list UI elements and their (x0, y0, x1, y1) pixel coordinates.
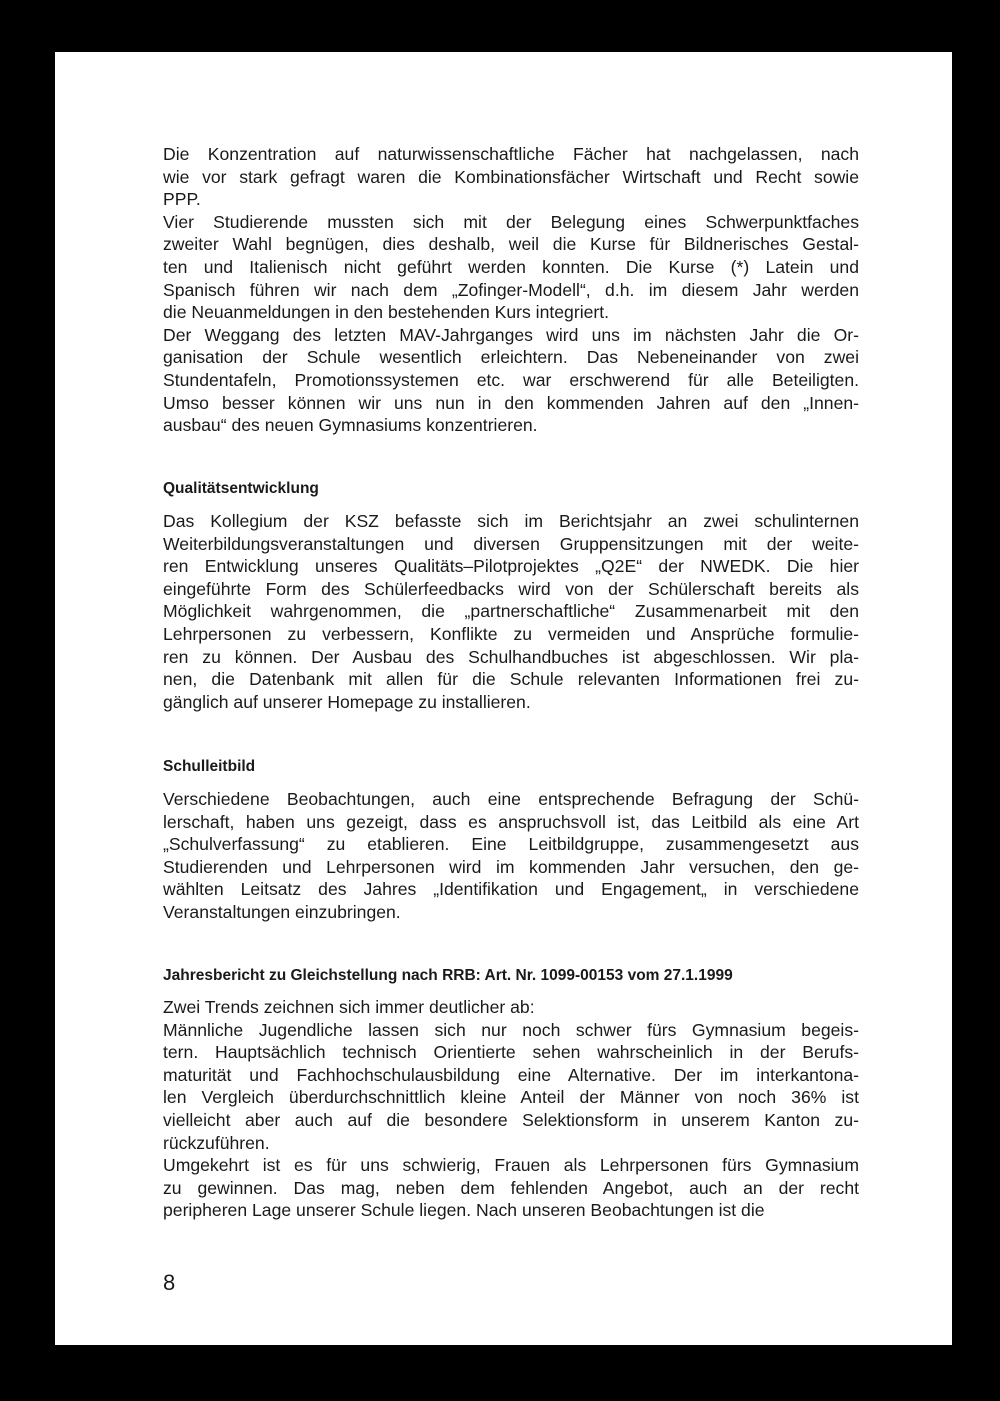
heading-gleichstellung: Jahresbericht zu Gleichstellung nach RRB: Art. Nr. 1099-00153 vom 27.1.1999 (163, 967, 733, 984)
text-line: Umgekehrt ist es für uns schwierig, Frauen als Lehrpersonen fürs Gymnasium (163, 1155, 859, 1176)
paragraph-gleichstellung (163, 996, 859, 1222)
text-line: gänglich auf unserer Homepage zu installieren. (163, 691, 531, 712)
text-line: Veranstaltungen einzubringen. (163, 901, 401, 922)
text-line: Vier Studierende mussten sich mit der Belegung eines Schwerpunktfaches (163, 211, 859, 232)
text-line: Lehrpersonen zu verbessern, Konflikte zu vermeiden und Ansprüche formulie- (163, 623, 859, 644)
text-line: ren Entwicklung unseres Qualitäts–Pilotprojektes „Q2E“ der NWEDK. Die hier (163, 556, 859, 577)
text-line: Der Weggang des letzten MAV-Jahrganges wird uns im nächsten Jahr die Or- (163, 324, 859, 345)
text-line: „Schulverfassung“ zu etablieren. Eine Leitbildgruppe, zusammengesetzt aus (163, 834, 859, 855)
text-line: wie vor stark gefragt waren die Kombinationsfächer Wirtschaft und Recht sowie (163, 166, 859, 187)
text-line: Stundentafeln, Promotionssystemen etc. war erschwerend für alle Beteiligten. (163, 369, 859, 390)
text-line: wählten Leitsatz des Jahres „Identifikation und Engagement„ in verschiedene (163, 879, 859, 900)
text-line: len Vergleich überdurchschnittlich kleine Anteil der Männer von noch 36% ist (163, 1087, 859, 1108)
text-line: zu gewinnen. Das mag, neben dem fehlenden Angebot, auch an der recht (163, 1177, 859, 1198)
text-line: ausbau“ des neuen Gymnasiums konzentrieren. (163, 415, 538, 436)
text-line: Das Kollegium der KSZ befasste sich im Berichtsjahr an zwei schulinternen (163, 511, 859, 531)
text-line: Studierenden und Lehrpersonen wird im kommenden Jahr versuchen, den ge- (163, 856, 859, 877)
text-line: lerschaft, haben uns gezeigt, dass es anspruchsvoll ist, das Leitbild als eine Art (163, 811, 859, 832)
text-line: peripheren Lage unserer Schule liegen. Nach unseren Beobachtungen ist die (163, 1200, 765, 1221)
text-line: die Neuanmeldungen in den bestehenden Kurs integriert. (163, 302, 610, 323)
text-line: Weiterbildungsveranstaltungen und diversen Gruppensitzungen mit der weite- (163, 533, 859, 554)
text-line: nen, die Datenbank mit allen für die Schule relevanten Informationen frei zu- (163, 669, 859, 690)
heading-schulleitbild: Schulleitbild (163, 758, 256, 775)
paragraph-quality (163, 510, 859, 713)
text-line: ren zu können. Der Ausbau des Schulhandbuches ist abgeschlossen. Wir pla- (163, 646, 859, 667)
text-line: Möglichkeit wahrgenommen, die „partnerschaftliche“ Zusammenarbeit mit den (163, 601, 859, 622)
text-line: zweiter Wahl begnügen, dies deshalb, weil die Kurse für Bildnerisches Gestal- (163, 234, 859, 255)
text-line: rückzuführen. (163, 1132, 270, 1153)
text-line: tern. Hauptsächlich technisch Orientierte sehen wahrscheinlich in der Berufs- (163, 1042, 859, 1063)
text-line: Umso besser können wir uns nun in den kommenden Jahren auf den „Innen- (163, 392, 859, 413)
page-number: 8 (163, 1270, 176, 1295)
paragraph-subject-choices (163, 143, 859, 437)
text-line: Zwei Trends zeichnen sich immer deutlicher ab: (163, 997, 535, 1017)
text-line: Die Konzentration auf naturwissenschaftliche Fächer hat nachgelassen, nach (163, 144, 859, 164)
text-line: PPP. (163, 189, 201, 210)
text-line: Verschiedene Beobachtungen, auch eine entsprechende Befragung der Schü- (163, 789, 859, 809)
text-line: ganisation der Schule wesentlich erleichtern. Das Nebeneinander von zwei (163, 347, 859, 368)
text-line: ten und Italienisch nicht geführt werden konnten. Die Kurse (*) Latein und (163, 256, 859, 277)
text-line: Spanisch führen wir nach dem „Zofinger-Modell“, d.h. im diesem Jahr werden (163, 279, 859, 300)
text-line: Männliche Jugendliche lassen sich nur noch schwer fürs Gymnasium begeis- (163, 1019, 859, 1040)
text-line: vielleicht aber auch auf die besondere Selektionsform in unserem Kanton zu- (163, 1109, 859, 1130)
heading-qualitaetsentwicklung: Qualitätsentwicklung (163, 480, 319, 497)
paragraph-leitbild (163, 788, 859, 924)
text-line: eingeführte Form des Schülerfeedbacks wird von der Schülerschaft bereits als (163, 578, 859, 599)
text-line: maturität und Fachhochschulausbildung eine Alternative. Der im interkantona- (163, 1064, 859, 1085)
